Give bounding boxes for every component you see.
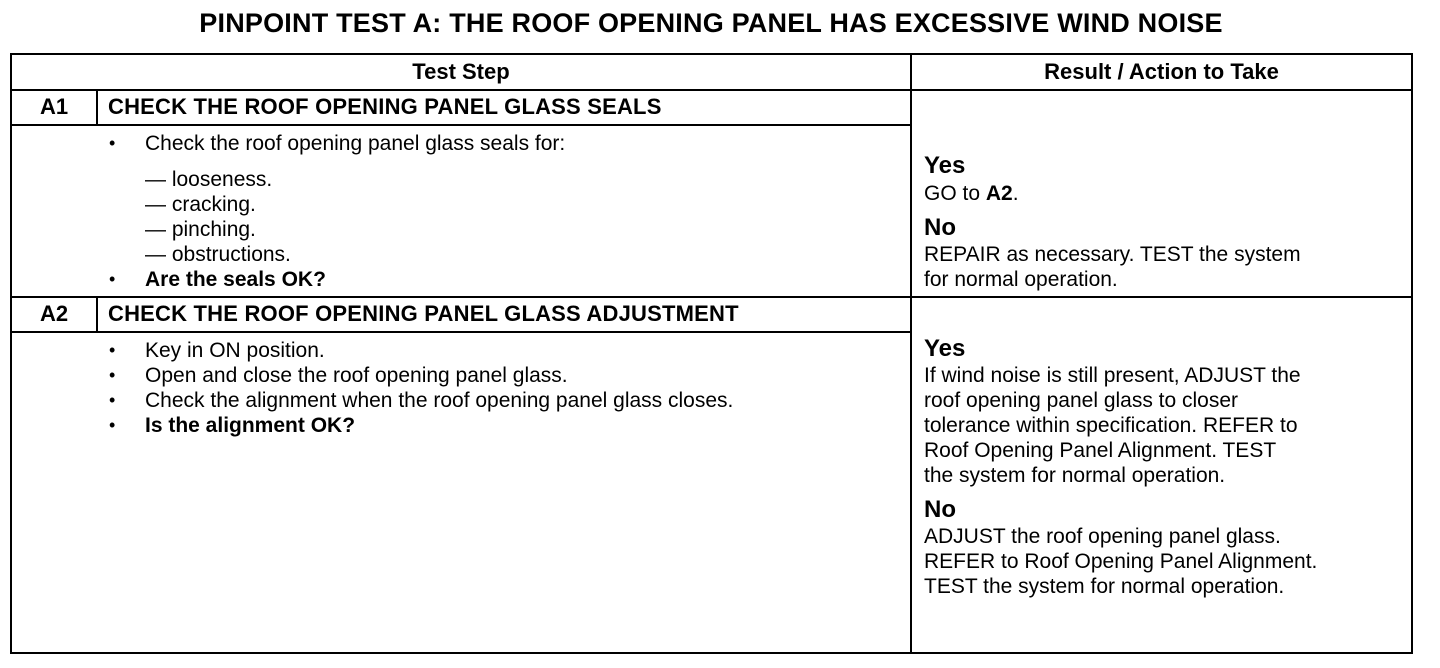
step-a2-no-text: TEST the system for normal operation. — [924, 575, 1285, 598]
step-a2-id-divider — [96, 296, 98, 332]
header-result: Result / Action to Take — [1044, 59, 1279, 84]
step-a1-dash-item: — looseness. — [145, 168, 273, 191]
bullet-icon: • — [109, 415, 116, 435]
step-a1-title-divider — [12, 124, 910, 126]
step-a2-bullet: Open and close the roof opening panel glass. — [145, 364, 568, 387]
step-a2-yes-text: the system for normal operation. — [924, 464, 1226, 487]
step-reference: A2 — [985, 182, 1013, 205]
step-a2-bullet: Check the alignment when the roof opening panel glass closes. — [145, 389, 734, 412]
step-a1-no-label: No — [924, 214, 956, 241]
step-a2-id: A2 — [39, 301, 69, 326]
step-a1-dash-item: — obstructions. — [145, 243, 291, 266]
bullet-icon: • — [109, 269, 116, 289]
step-a2-yes-text: tolerance within specification. REFER to — [924, 414, 1298, 437]
step-a1-question: Are the seals OK? — [145, 268, 326, 291]
step-a1-no-text: REPAIR as necessary. TEST the system — [924, 243, 1301, 266]
step-a1-id: A1 — [39, 94, 69, 119]
step-a1-title: CHECK THE ROOF OPENING PANEL GLASS SEALS — [108, 94, 662, 119]
step-a2-no-label: No — [924, 496, 956, 523]
header-test-step: Test Step — [412, 59, 510, 84]
bullet-icon: • — [109, 133, 116, 153]
step-a2-yes-text: roof opening panel glass to closer — [924, 389, 1239, 412]
step-a2-title-divider — [12, 331, 910, 333]
step-a2-yes-text: Roof Opening Panel Alignment. TEST — [924, 439, 1277, 462]
column-divider — [910, 55, 912, 652]
step-a2-no-text: REFER to Roof Opening Panel Alignment. — [924, 550, 1318, 573]
step-a2-bullet: Key in ON position. — [145, 339, 325, 362]
step-a1-no-text: for normal operation. — [924, 268, 1118, 291]
step-a2-title: CHECK THE ROOF OPENING PANEL GLASS ADJUSTMENT — [108, 301, 739, 326]
pinpoint-test-table — [10, 53, 1413, 654]
page-title: PINPOINT TEST A: THE ROOF OPENING PANEL HAS EXCESSIVE WIND NOISE — [199, 8, 1223, 38]
step-a2-yes-text: If wind noise is still present, ADJUST the — [924, 364, 1301, 387]
step-a2-no-text: ADJUST the roof opening panel glass. — [924, 525, 1281, 548]
step-a1-dash-item: — cracking. — [145, 193, 256, 216]
bullet-icon: • — [109, 365, 116, 385]
step-a1-dash-item: — pinching. — [145, 218, 256, 241]
step-a1-id-divider — [96, 89, 98, 125]
step-a1-yes-text: GO to A2. — [924, 182, 1019, 205]
step-a2-yes-label: Yes — [924, 335, 966, 362]
bullet-icon: • — [109, 340, 116, 360]
step-a2-question: Is the alignment OK? — [145, 414, 356, 437]
bullet-icon: • — [109, 390, 116, 410]
step-a1-bullet-1: Check the roof opening panel glass seals for: — [145, 132, 566, 155]
step-a1-yes-label: Yes — [924, 152, 966, 179]
